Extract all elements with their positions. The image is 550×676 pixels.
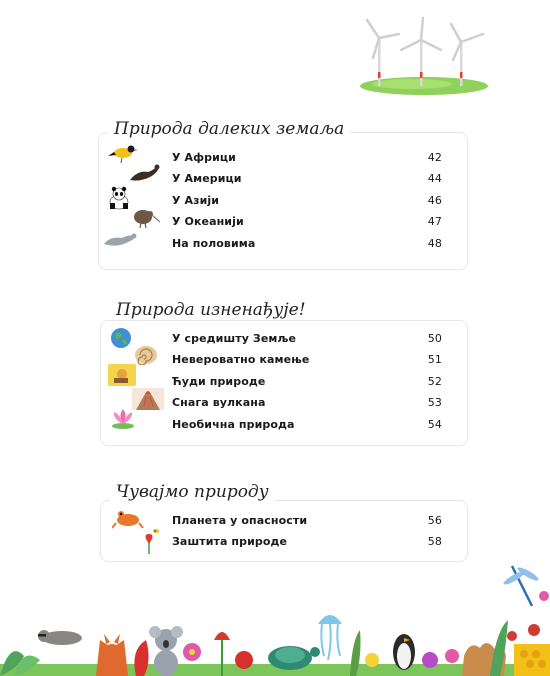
frog-icon [112,507,144,529]
lotus-icon [110,407,136,429]
toc-entry-label: На половима [172,237,256,250]
bird-icon [108,142,138,164]
section-title-2: Природа изненађује! [110,300,312,320]
toc-entry-page: 47 [427,215,442,228]
toc-entry-label: У Азији [172,194,220,207]
kiwi-icon [130,206,160,228]
toc-entry-label: Невероватно камење [172,353,310,366]
toc-entry[interactable] [172,532,442,552]
section-title-3: Чувајмо природу [110,482,275,502]
windmills-illustration [352,10,492,98]
toc-entry-page: 56 [427,514,442,527]
toc-entry-page: 58 [427,535,442,548]
toc-entry-label: Необична природа [172,418,295,431]
globe-icon [110,327,132,349]
toc-entry[interactable] [172,148,442,168]
toc-entry-page: 46 [427,194,442,207]
toc-entry-page: 53 [427,396,442,409]
toc-entry-label: У Океанији [172,215,244,228]
toc-entry-page: 48 [427,237,442,250]
toc-entry-label: У Америци [172,172,242,185]
toc-entry-label: У средишту Земље [172,332,297,345]
toc-entry[interactable] [172,393,442,413]
toc-entry-label: У Африци [172,151,236,164]
toc-entry-label: Заштита природе [172,535,288,548]
toc-entry-label: Ћуди природе [172,375,266,388]
nature-illustration-strip [0,560,550,676]
toc-entry-page: 51 [427,353,442,366]
toc-entry[interactable] [172,234,442,254]
section-title-1: Природа далеких земаља [108,119,350,139]
toc-entry-label: Снага вулкана [172,396,266,409]
fossil-icon [134,345,158,365]
toc-entry-page: 52 [427,375,442,388]
toc-entry[interactable] [172,372,442,392]
volcano-icon [132,388,164,410]
storm-icon [108,364,136,386]
toc-entry-page: 42 [427,151,442,164]
toc-entry[interactable] [172,169,442,189]
toc-entry[interactable] [172,329,442,349]
flower-bee-icon [136,528,162,554]
toc-entry-page: 50 [427,332,442,345]
toc-entry-page: 54 [427,418,442,431]
toc-entry[interactable] [172,212,442,232]
toc-entry[interactable] [172,350,442,370]
panda-icon [106,186,132,210]
seal-icon [102,228,138,248]
toc-entry-label: Планета у опасности [172,514,308,527]
toc-entry-page: 44 [427,172,442,185]
toc-entry[interactable] [172,415,442,435]
otter-icon [128,162,160,184]
toc-entry[interactable] [172,191,442,211]
toc-entry[interactable] [172,511,442,531]
